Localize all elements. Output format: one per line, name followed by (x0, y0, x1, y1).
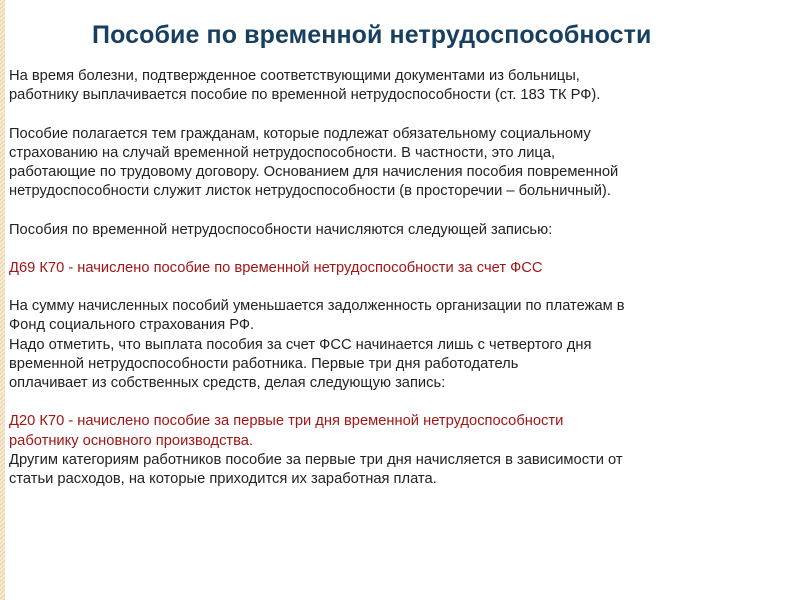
blank-line (9, 201, 789, 220)
accounting-posting-line: Д20 К70 - начислено пособие за первые три дня временной нетрудоспособности (9, 413, 564, 430)
page-title: Пособие по временной нетрудоспособности (92, 21, 652, 49)
blank-line (9, 240, 789, 259)
paragraph-line: нетрудоспособности служит листок нетрудоспособности (в просторечии – больничный). (9, 183, 611, 200)
blank-line (9, 393, 789, 412)
blank-line (9, 105, 789, 124)
accounting-posting-line: Д69 К70 - начислено пособие по временной нетрудоспособности за счет ФСС (9, 259, 543, 276)
paragraph-line: На сумму начисленных пособий уменьшается задолженность организации по платежам в (9, 298, 625, 315)
paragraph-line: Пособия по временной нетрудоспособности начисляются следующей записью: (9, 221, 553, 238)
paragraph-line: Другим категориям работников пособие за первые три дня начисляется в зависимости от (9, 451, 623, 468)
paragraph-line: страхованию на случай временной нетрудоспособности. В частности, это лица, (9, 144, 556, 161)
paragraph-line: временной нетрудоспособности работника. Первые три дня работодатель (9, 355, 519, 372)
paragraph-line: оплачивает из собственных средств, делая следующую запись: (9, 375, 446, 391)
blank-line (9, 278, 789, 297)
paragraph-line: Фонд социального страхования РФ. (9, 317, 255, 334)
paragraph-line: работнику выплачивается пособие по временной нетрудоспособности (ст. 183 ТК РФ). (9, 87, 601, 104)
decorative-stripe (0, 0, 5, 600)
paragraph-line: работающие по трудовому договору. Основанием для начисления пособия повременной (9, 163, 619, 180)
document-body (9, 67, 789, 489)
paragraph-line: Пособие полагается тем гражданам, которые подлежат обязательному социальному (9, 125, 591, 142)
accounting-posting-line: работнику основного производства. (9, 432, 254, 449)
paragraph-line: На время болезни, подтвержденное соответствующими документами из больницы, (9, 68, 580, 84)
paragraph-line: статьи расходов, на которые приходится их заработная плата. (9, 470, 437, 487)
paragraph-line: Надо отметить, что выплата пособия за счет ФСС начинается лишь с четвертого дня (9, 336, 592, 353)
